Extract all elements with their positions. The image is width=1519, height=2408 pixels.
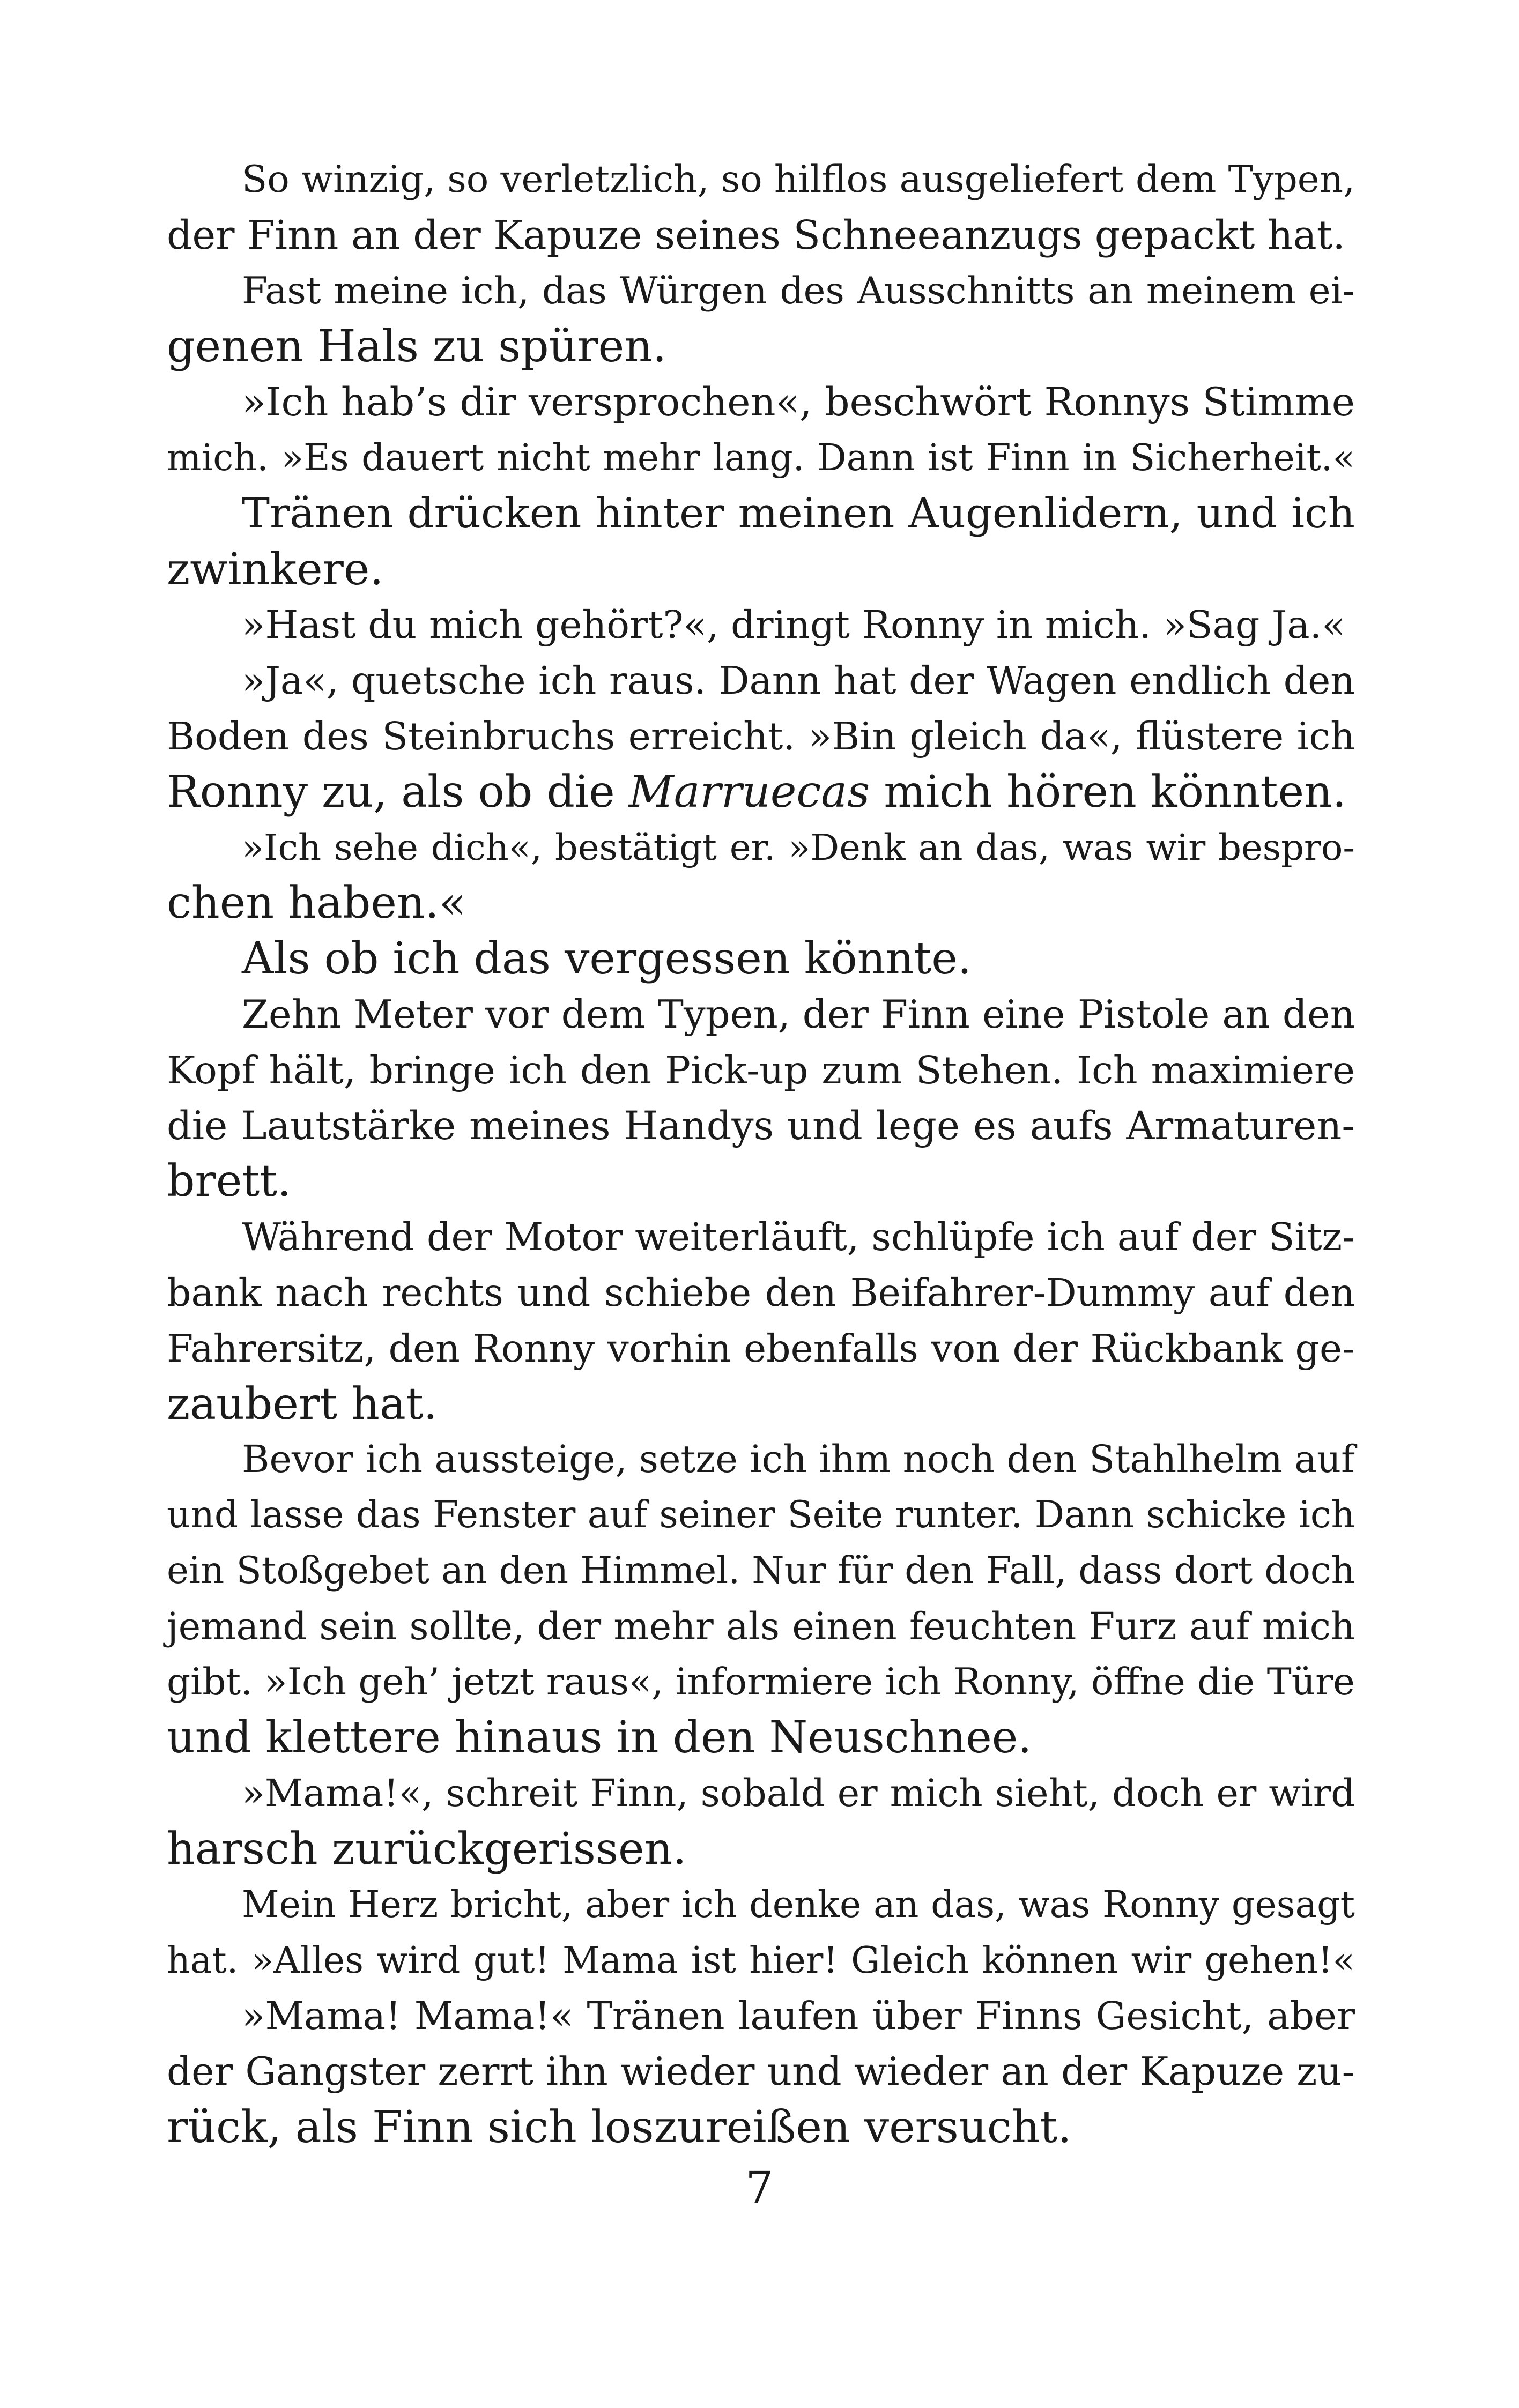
text-line: ein Stoßgebet an den Himmel. Nur für den Fall, dass dort doch xyxy=(167,1549,1355,1592)
text-line: rück, als Finn sich loszureißen versucht. xyxy=(167,2101,1072,2153)
text-line: zwinkere. xyxy=(167,544,384,595)
body-text xyxy=(167,152,1355,2156)
text-line: Als ob ich das vergessen könnte. xyxy=(242,933,972,985)
text-line: So winzig, so verletzlich, so hilflos ausgeliefert dem Typen, xyxy=(242,158,1355,201)
text-line: Fast meine ich, das Würgen des Ausschnitts an meinem ei- xyxy=(242,269,1355,313)
page-number: 7 xyxy=(745,2162,774,2213)
text-line: Während der Motor weiterläuft, schlüpfe ich auf der Sitz- xyxy=(242,1215,1355,1260)
text-line: »Ich sehe dich«, bestätigt er. »Denk an das, was wir bespro- xyxy=(242,826,1355,868)
text-line: Zehn Meter vor dem Typen, der Finn eine Pistole an den xyxy=(242,991,1355,1037)
text-line: gibt. »Ich geh’ jetzt raus«, informiere ich Ronny, öffne die Türe xyxy=(167,1660,1355,1704)
text-line: Ronny zu, als ob die Marruecas mich hören könnten. xyxy=(167,766,1346,817)
text-line: der Gangster zerrt ihn wieder und wieder an der Kapuze zu- xyxy=(167,2049,1355,2094)
text-line: »Ja«, quetsche ich raus. Dann hat der Wagen endlich den xyxy=(242,658,1355,703)
text-line: Kopf hält, bringe ich den Pick-up zum Stehen. Ich maximiere xyxy=(167,1047,1355,1092)
text-line: chen haben.« xyxy=(167,878,466,929)
text-line: bank nach rechts und schiebe den Beifahrer-Dummy auf den xyxy=(167,1270,1355,1315)
text-line: Fahrersitz, den Ronny vorhin ebenfalls von der Rückbank ge- xyxy=(167,1326,1355,1371)
text-line: harsch zurückgerissen. xyxy=(167,1823,687,1875)
italic-title: Marruecas xyxy=(628,766,870,817)
text-line: Boden des Steinbruchs erreicht. »Bin gleich da«, flüstere ich xyxy=(167,714,1355,759)
text-line: »Ich hab’s dir versprochen«, beschwört Ronnys Stimme xyxy=(242,380,1355,426)
text-line: mich. »Es dauert nicht mehr lang. Dann ist Finn in Sicherheit.« xyxy=(167,436,1355,479)
text-line: jemand sein sollte, der mehr als einen feuchten Furz auf mich xyxy=(167,1604,1355,1648)
text-line: und lasse das Fenster auf seiner Seite runter. Dann schicke ich xyxy=(167,1493,1355,1537)
text-line: »Mama!«, schreit Finn, sobald er mich sieht, doch er wird xyxy=(242,1771,1355,1816)
text-line: und klettere hinaus in den Neuschnee. xyxy=(167,1712,1032,1764)
text-line: brett. xyxy=(167,1156,292,1207)
text-line: zaubert hat. xyxy=(167,1378,438,1430)
text-line: der Finn an der Kapuze seines Schneeanzugs gepackt hat. xyxy=(167,212,1345,258)
text-line: »Hast du mich gehört?«, dringt Ronny in mich. »Sag Ja.« xyxy=(242,603,1345,648)
text-line: hat. »Alles wird gut! Mama ist hier! Gleich können wir gehen!« xyxy=(167,1939,1355,1982)
text-line: die Lautstärke meines Handys und lege es aufs Armaturen- xyxy=(167,1103,1355,1149)
text-line: »Mama! Mama!« Tränen laufen über Finns Gesicht, aber xyxy=(242,1994,1355,2039)
text-line: Tränen drücken hinter meinen Augenlidern, und ich xyxy=(242,489,1355,538)
text-line: Bevor ich aussteige, setze ich ihm noch den Stahlhelm auf xyxy=(242,1437,1355,1482)
text-line: genen Hals zu spüren. xyxy=(167,321,667,373)
text-line: Mein Herz bricht, aber ich denke an das, was Ronny gesagt xyxy=(242,1883,1355,1926)
